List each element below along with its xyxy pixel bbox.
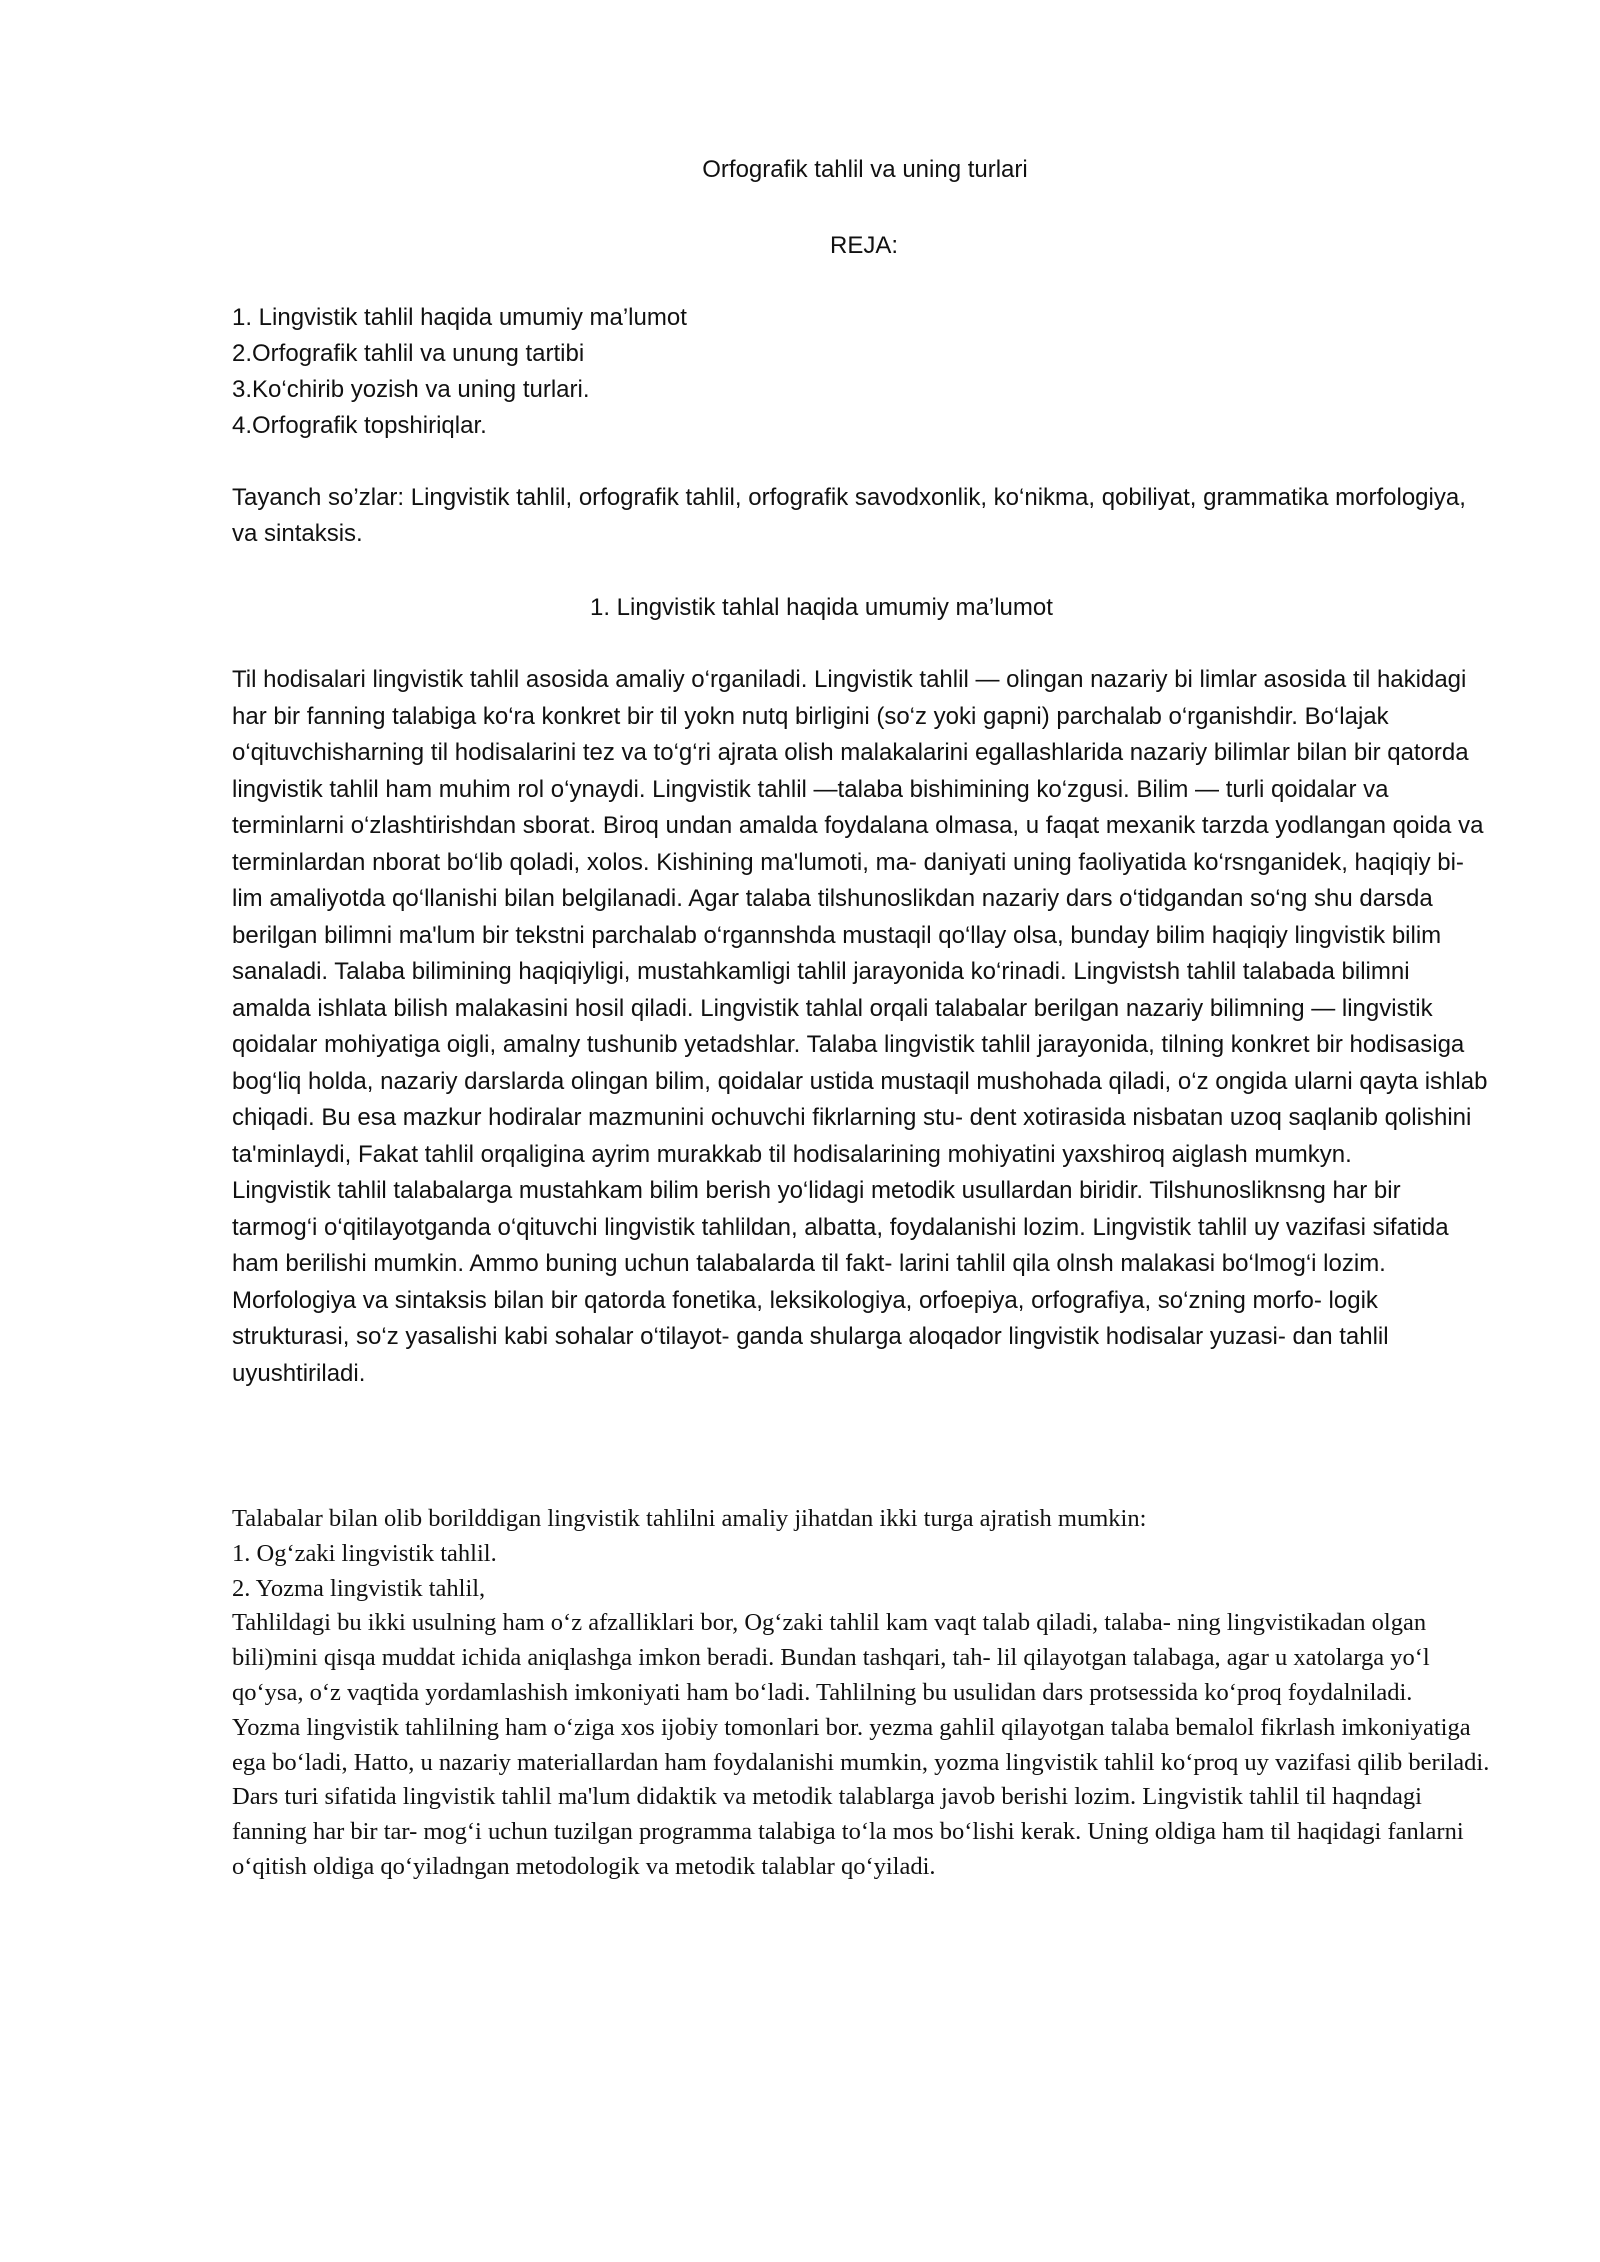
document-title: Orfografik tahlil va uning turlari: [702, 156, 1028, 183]
section-heading: 1. Lingvistik tahlal haqida umumiy ma’lumot: [590, 594, 1053, 621]
body-paragraph: Tahlildagi bu ikki usulning ham o‘z afzalliklari bor, Og‘zaki tahlil kam vaqt talab qiladi, talaba- ning lingvistikadan olgan bili)mini qisqa muddat ichida aniqlashga imkon beradi. Bundan tashqari, tah- lil qilayotgan talabaga, agar u xatolarga yo‘l qo‘ysa, o‘z vaqtida yordamlashish imkoniyati ham bo‘ladi. Tahlilning bu usulidan dars protsessida ko‘proq foydalniladi.: [232, 1609, 1430, 1706]
plan-item: 1. Lingvistik tahlil haqida umumiy ma’lumot: [232, 304, 687, 331]
body-paragraph: Til hodisalari lingvistik tahlil asosida amaliy o‘rganiladi. Lingvistik tahlil — olingan nazariy bi limlar asosida til hakidagi har bir fanning talabiga ko‘ra konkret bir til yokn nutq birligini (so‘z yoki gapni) parchalab o‘rganishdir. Bo‘lajak o‘qituvchisharning til hodisalarini tez va to‘g‘ri ajrata olish malakalarini egallashlarida nazariy bilimlar bilan bir qatorda lingvistik tahlil ham muhim rol o‘ynaydi. Lingvistik tahlil —talaba bishimining ko‘zgusi. Bilim — turli qoidalar va terminlarni o‘zlashtirishdan sborat. Biroq undan amalda foydalana olmasa, u faqat mexanik tarzda yodlangan qoida va terminlardan nborat bo‘lib qoladi, xolos. Kishining ma'lumoti, ma- daniyati uning faoliyatida ko‘rsnganidek, haqiqiy bi- lim amaliyotda qo‘llanishi bilan belgilanadi. Agar talaba tilshunoslikdan nazariy dars o‘tidgandan so‘ng shu darsda berilgan bilimni ma'lum bir tekstni parchalab o‘rgannshda mustaqil qo‘llay olsa, bunday bilim haqiqiy lingvistik bilim sanaladi. Talaba bilimining haqiqiyligi, mustahkamligi tahlil jarayonida ko‘rinadi. Lingvistsh tahlil talabada bilimni amalda ishlata bilish malakasini hosil qiladi. Lingvistik tahlal orqali talabalar berilgan nazariy bilimning — lingvistik qoidalar mohiyatiga oigli, amalny tushunib yetadshlar. Talaba lingvistik tahlil jarayonida, tilning konkret bir hodisasiga bog‘liq holda, nazariy darslarda olingan bilim, qoidalar ustida mustaqil mushohada qiladi, o‘z ongida ularni qayta ishlab chiqadi. Bu esa mazkur hodiralar mazmunini ochuvchi fikrlarning stu- dent xotirasida nisbatan uzoq saqlanib qolishini ta'minlaydi, Fakat tahlil orqaligina ayrim murakkab til hodisalarining mohiyatini yaxshiroq aiglash mumkyn.: [232, 666, 1488, 1168]
plan-item: 4.Orfografik topshiriqlar.: [232, 412, 487, 439]
plan-list: [232, 300, 1392, 444]
body-text-sans: [232, 662, 1492, 1392]
plan-heading: REJA:: [830, 232, 899, 259]
body-text-serif: [232, 1502, 1492, 1885]
list-item: 1. Og‘zaki lingvistik tahlil.: [232, 1539, 497, 1567]
body-paragraph: Lingvistik tahlil talabalarga mustahkam bilim berish yo‘lidagi metodik usullardan biridir. Tilshunosliknsng har bir tarmog‘i o‘qitilayotganda o‘qituvchi lingvistik tahlildan, albatta, foydalanishi lozim. Lingvistik tahlil uy vazifasi sifatida ham berilishi mumkin. Ammo buning uchun talabalarda til fakt- larini tahlil qila olnsh malakasi bo‘lmog‘i lozim. Morfologiya va sintaksis bilan bir qatorda fonetika, leksikologiya, orfoepiya, orfografiya, so‘zning morfo- logik strukturasi, so‘z yasalishi kabi sohalar o‘tilayot- ganda shularga aloqador lingvistik hodisalar yuzasi- dan tahlil uyushtiriladi.: [232, 1177, 1449, 1387]
list-item: 2. Yozma lingvistik tahlil,: [232, 1574, 486, 1602]
body-paragraph: Dars turi sifatida lingvistik tahlil ma'lum didaktik va metodik talablarga javob berishi lozim. Lingvistik tahlil til haqndagi fanning har bir tar- mog‘i uchun tuzilgan programma talabiga to‘la mos bo‘lishi kerak. Uning oldiga ham til haqidagi fanlarni o‘qitish oldiga qo‘yiladngan metodologik va metodik talablar qo‘yiladi.: [232, 1783, 1464, 1880]
body-paragraph: Talabalar bilan olib borilddigan lingvistik tahlilni amaliy jihatdan ikki turga ajratish mumkin:: [232, 1505, 1147, 1532]
keywords-paragraph: Tayanch so’zlar: Lingvistik tahlil, orfografik tahlil, orfografik savodxonlik, ko‘nikma, qobiliyat, grammatika morfologiya, va sintaksis.: [232, 484, 1466, 547]
plan-item: 3.Ko‘chirib yozish va uning turlari.: [232, 376, 590, 403]
plan-item: 2.Orfografik tahlil va unung tartibi: [232, 340, 585, 367]
body-paragraph: Yozma lingvistik tahlilning ham o‘ziga xos ijobiy tomonlari bor. yezma gahlil qilayotgan talaba bemalol fikrlash imkoniyatiga ega bo‘ladi, Hatto, u nazariy materiallardan ham foydalanishi mumkin, yozma lingvistik tahlil ko‘proq uy vazifasi qilib beriladi.: [232, 1713, 1490, 1776]
